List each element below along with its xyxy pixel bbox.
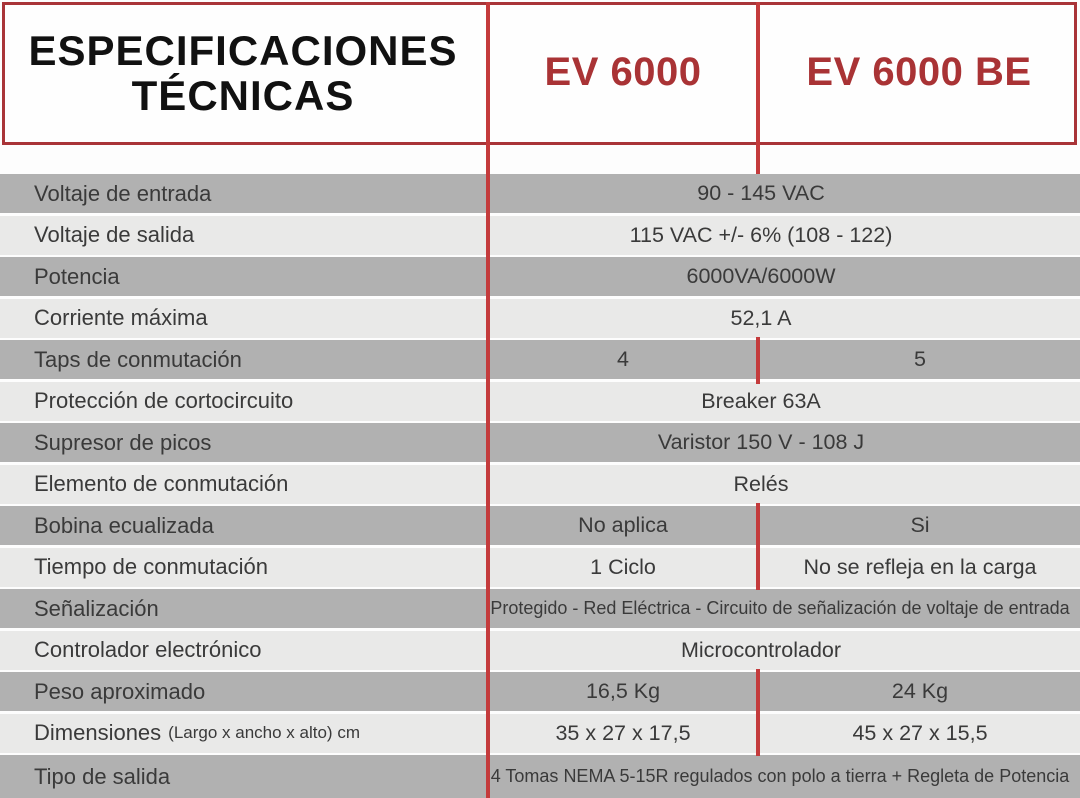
row-value-ev6000: 4 [617,347,629,371]
row-value-ev6000: No aplica [578,513,668,537]
row-label-text: Controlador electrónico [34,637,262,662]
row-value-merged: 90 - 145 VAC [697,181,825,205]
spec-row [0,423,1080,462]
spec-row [0,299,1080,338]
row-value-merged: Relés [733,471,789,496]
spec-row [0,340,1080,379]
spec-row [0,714,1080,753]
row-label-text: Elemento de conmutación [34,471,289,496]
row-value-ev6000: 16,5 Kg [585,679,661,703]
row-value-merged: Protegido - Red Eléctrica - Circuito de señalización de voltaje de entrada [490,598,1070,618]
row-value-merged: 115 VAC +/- 6% (108 - 122) [629,222,893,247]
row-label [0,465,486,504]
row-value-ev6000be: 45 x 27 x 15,5 [852,720,988,745]
page-title [0,2,486,143]
row-label [0,382,486,421]
row-value-merged: 6000VA/6000W [686,264,836,288]
row-label-text: Peso aproximado [34,678,206,704]
spec-row [0,216,1080,255]
row-label [0,216,486,255]
spec-row [0,631,1080,670]
row-label [0,631,486,670]
row-label [0,589,486,628]
spec-row [0,382,1080,421]
row-label-suffix: (Largo x ancho x alto) cm [168,723,360,742]
spec-row [0,755,1080,798]
model-column-divider-line-header [756,2,760,174]
row-label [0,714,486,753]
row-label [0,423,486,462]
row-value-merged: Varistor 150 V - 108 J [657,430,865,454]
column-header-ev6000: EV 6000 [544,50,702,94]
row-label [0,672,486,711]
row-label [0,174,486,213]
row-label [0,506,486,545]
row-label-text: Dimensiones [34,720,162,745]
spec-row [0,548,1080,587]
row-label-text: Supresor de picos [34,429,212,455]
spec-row [0,589,1080,628]
row-label [0,299,486,338]
row-value-ev6000: 35 x 27 x 17,5 [555,720,691,745]
page-title-line1: ESPECIFICACIONES [28,26,458,74]
row-label-text: Taps de conmutación [34,346,242,372]
row-label [0,340,486,379]
row-value-ev6000: 1 Ciclo [590,554,656,579]
row-value-merged: 52,1 A [730,305,792,330]
page-title-line2: TÉCNICAS [131,71,355,119]
row-label-text: Voltaje de entrada [34,180,212,206]
row-label [0,755,486,798]
spec-row [0,506,1080,545]
row-label [0,548,486,587]
spec-row [0,465,1080,504]
row-value-ev6000be: 5 [914,347,926,371]
model-column-divider-line-taps [756,337,760,384]
row-label-text: Señalización [34,595,159,621]
column-header-ev6000be: EV 6000 BE [806,50,1032,94]
model-column-divider-line-bobina-tiempo [756,503,760,590]
row-label-text: Potencia [34,263,120,289]
row-label-text: Tipo de salida [34,763,171,789]
spec-row [0,672,1080,711]
row-value-merged: 4 Tomas NEMA 5-15R regulados con polo a tierra + Regleta de Potencia [490,766,1070,786]
row-value-ev6000be: No se refleja en la carga [803,554,1037,579]
row-value-merged: Breaker 63A [701,388,821,413]
spec-row [0,174,1080,213]
label-column-divider-line [486,2,490,798]
row-label-text: Bobina ecualizada [34,512,214,538]
row-label [0,257,486,296]
row-value-ev6000be: 24 Kg [891,679,949,703]
spec-row [0,257,1080,296]
row-value-merged: Microcontrolador [680,637,842,662]
row-value-ev6000be: Si [910,513,930,537]
row-label-text: Protección de cortocircuito [34,388,294,413]
model-column-divider-line-peso-dimensiones [756,669,760,756]
row-label-text: Tiempo de conmutación [34,554,268,579]
row-label-text: Voltaje de salida [34,222,195,247]
row-label-text: Corriente máxima [34,305,208,330]
